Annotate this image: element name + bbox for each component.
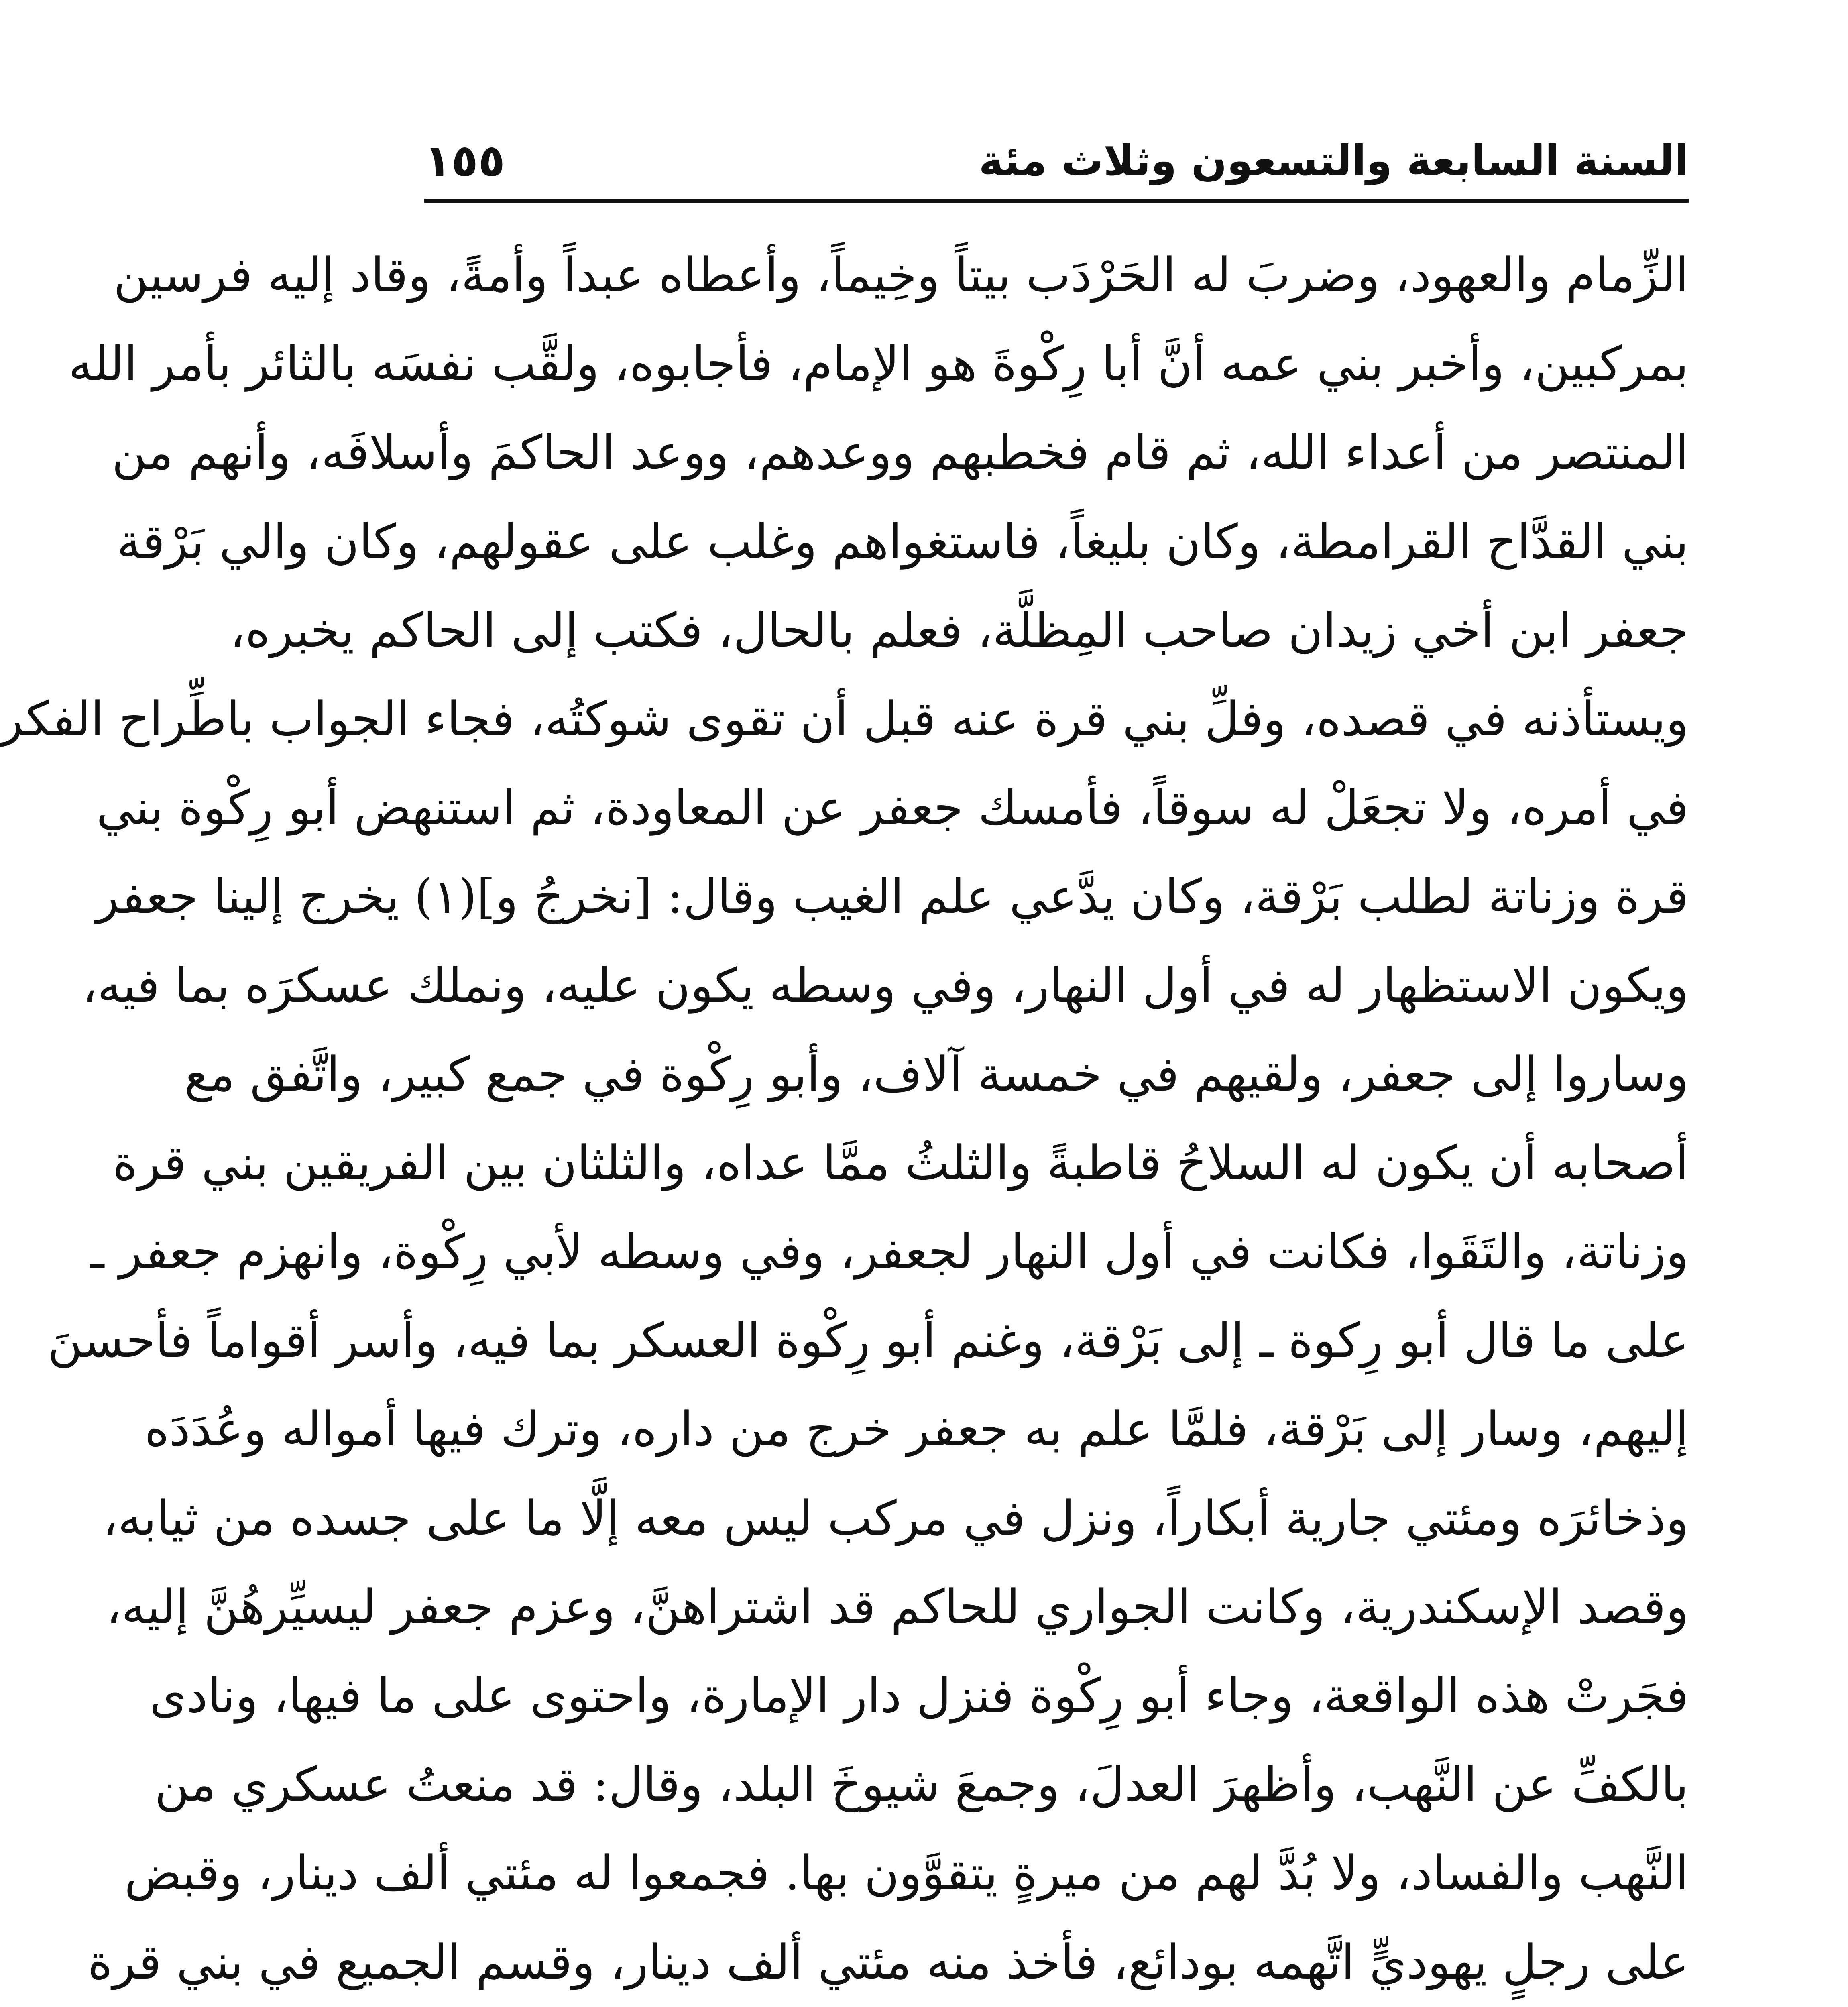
body-line: بني القدَّاح القرامطة، وكان بليغاً، فاستغواهم وغلب على عقولهم، وكان والي بَرْقة bbox=[117, 513, 1689, 569]
running-title: السنة السابعة والتسعون وثلاث مئة bbox=[979, 136, 1689, 185]
body-line: في أمره، ولا تجعَلْ له سوقاً، فأمسك جعفر عن المعاودة، ثم استنهض أبو رِكْوة بني bbox=[96, 780, 1689, 836]
body-line: على ما قال أبو رِكوة ـ إلى بَرْقة، وغنم أبو رِكْوة العسكر بما فيه، وأسر أقواماً فأحسنَ bbox=[47, 1313, 1689, 1368]
body-line: إليهم، وسار إلى بَرْقة، فلمَّا علم به جعفر خرج من داره، وترك فيها أمواله وعُدَدَه bbox=[144, 1401, 1689, 1457]
body-text bbox=[0, 231, 1689, 2007]
body-line: قرة وزناتة لطلب بَرْقة، وكان يدَّعي علم الغيب وقال: [نخرجُ و](١) يخرج إلينا جعفر bbox=[96, 869, 1689, 924]
body-line: ويستأذنه في قصده، وفلِّ بني قرة عنه قبل أن تقوى شوكتُه، فجاء الجواب باطِّراح الفكر bbox=[0, 691, 1689, 747]
body-line: بمركبين، وأخبر بني عمه أنَّ أبا رِكْوةَ هو الإمام، فأجابوه، ولقَّب نفسَه بالثائر بأمر الله bbox=[68, 336, 1689, 392]
body-line: أصحابه أن يكون له السلاحُ قاطبةً والثلثُ ممَّا عداه، والثلثان بين الفريقين بني قرة bbox=[112, 1135, 1689, 1191]
body-line: فجَرتْ هذه الواقعة، وجاء أبو رِكْوة فنزل دار الإمارة، واحتوى على ما فيها، ونادى bbox=[149, 1668, 1689, 1723]
body-line: ويكون الاستظهار له في أول النهار، وفي وسطه يكون عليه، ونملك عسكرَه بما فيه، bbox=[82, 957, 1689, 1013]
body-line: المنتصر من أعداء الله، ثم قام فخطبهم ووعدهم، ووعد الحاكمَ وأسلافَه، وأنهم من bbox=[112, 425, 1689, 480]
body-line: وساروا إلى جعفر، ولقيهم في خمسة آلاف، وأبو رِكْوة في جمع كبير، واتَّفق مع bbox=[184, 1046, 1689, 1102]
body-line: على رجلٍ يهوديٍّ اتَّهمه بودائع، فأخذ منه مئتي ألف دينار، وقسم الجميع في بني قرة bbox=[88, 1934, 1689, 1990]
body-line: وزناتة، والتَقَوا، فكانت في أول النهار لجعفر، وفي وسطه لأبي رِكْوة، وانهزم جعفر ـ bbox=[90, 1224, 1689, 1280]
header-divider bbox=[424, 199, 1689, 203]
page-number: ١٥٥ bbox=[424, 135, 505, 186]
page-header bbox=[424, 132, 1689, 193]
body-line: جعفر ابن أخي زيدان صاحب المِظلَّة، فعلم بالحال، فكتب إلى الحاكم يخبره، bbox=[230, 602, 1689, 658]
body-line: وذخائرَه ومئتي جارية أبكاراً، ونزل في مركب ليس معه إلَّا ما على جسده من ثيابه، bbox=[102, 1490, 1689, 1546]
body-line: النَّهب والفساد، ولا بُدَّ لهم من ميرةٍ يتقوَّون بها. فجمعوا له مئتي ألف دينار، وقبض bbox=[124, 1845, 1689, 1901]
body-line: وقصد الإسكندرية، وكانت الجواري للحاكم قد اشتراهنَّ، وعزم جعفر ليسيِّرهُنَّ إليه، bbox=[106, 1579, 1689, 1635]
body-line: الزِّمام والعهود، وضربَ له الحَرْدَب بيتاً وخِيماً، وأعطاه عبداً وأمةً، وقاد إليه فرسين bbox=[114, 247, 1689, 303]
body-line: بالكفِّ عن النَّهب، وأظهرَ العدلَ، وجمعَ شيوخَ البلد، وقال: قد منعتُ عسكري من bbox=[155, 1757, 1689, 1812]
